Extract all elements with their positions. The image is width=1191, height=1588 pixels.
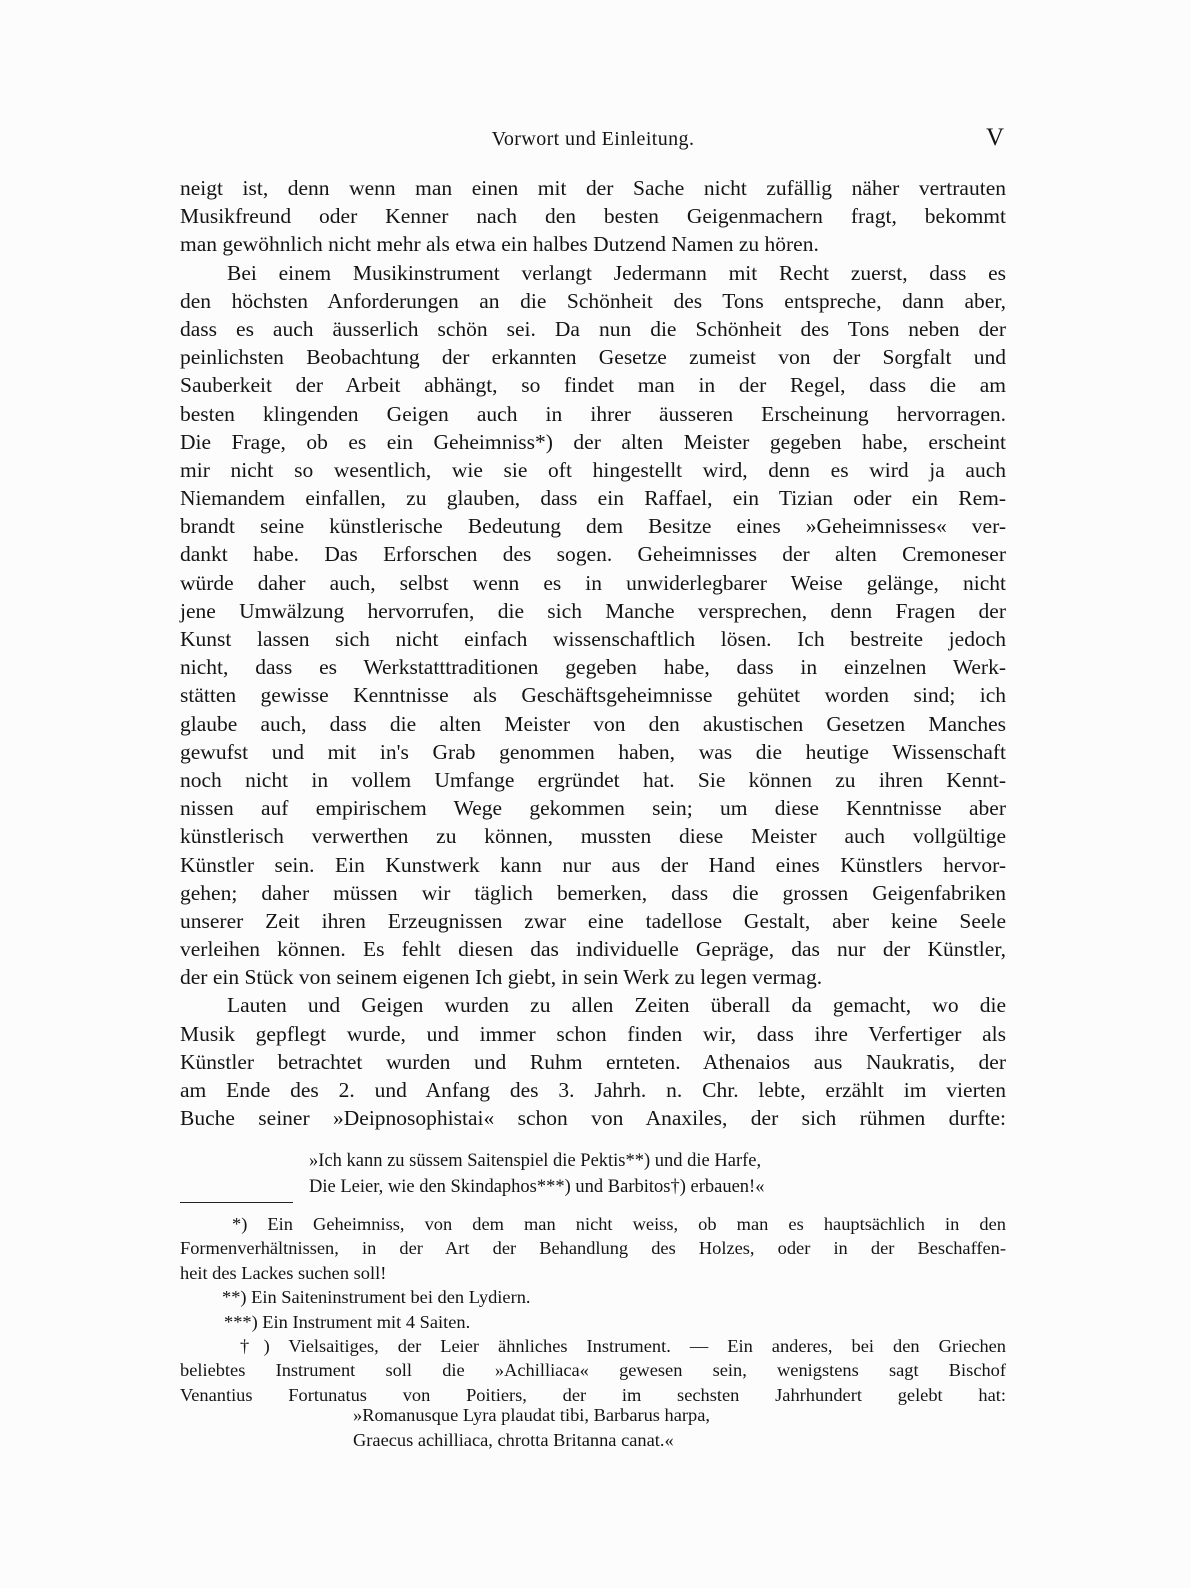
footnote-line: heit des Lackes suchen soll! bbox=[180, 1262, 387, 1283]
text-line: neigt ist, denn wenn man einen mit der Sache nicht zufällig näher vertrauten bbox=[180, 176, 1006, 200]
text-line: stätten gewisse Kenntnisse als Geschäftsgeheimnisse gehütet worden sind; ich bbox=[180, 683, 1006, 708]
verse-line: »Ich kann zu süssem Saitenspiel die Pektis**) und die Harfe, bbox=[309, 1151, 762, 1171]
text-line: man gewöhnlich nicht mehr als etwa ein halbes Dutzend Namen zu hören. bbox=[180, 232, 819, 257]
running-title: Vorwort und Einleitung. bbox=[491, 128, 695, 150]
text-line: glaube auch, dass die alten Meister von den akustischen Gesetzen Manches bbox=[180, 711, 1006, 736]
text-line: gewufst und mit in's Grab genommen haben, was die heutige Wissenschaft bbox=[180, 739, 1006, 764]
text-line: Künstler sein. Ein Kunstwerk kann nur aus der Hand eines Künstlers hervor- bbox=[180, 852, 1006, 877]
text-line: dass es auch äusserlich schön sei. Da nun die Schönheit des Tons neben der bbox=[180, 316, 1006, 341]
text-line: Buche seiner »Deipnosophistai« schon von Anaxiles, der sich rühmen durfte: bbox=[180, 1106, 1006, 1131]
text-line: Künstler betrachtet wurden und Ruhm ernteten. Athenaios aus Naukratis, der bbox=[180, 1049, 1006, 1074]
footnote-verse-line: Graecus achilliaca, chrotta Britanna canat.« bbox=[353, 1429, 674, 1450]
running-header bbox=[180, 124, 1006, 158]
footnote-line: Venantius Fortunatus von Poitiers, der im sechsten Jahrhundert gelebt hat: bbox=[180, 1384, 1006, 1405]
text-line: am Ende des 2. und Anfang des 3. Jahrh. n. Chr. lebte, erzählt im vierten bbox=[180, 1078, 1006, 1102]
text-line: Bei einem Musikinstrument verlangt Jedermann mit Recht zuerst, dass es bbox=[227, 260, 1006, 285]
footnotes bbox=[180, 1212, 1006, 1407]
text-line: jene Umwälzung hervorrufen, die sich Manche versprechen, denn Fragen der bbox=[180, 598, 1006, 623]
text-line: verleihen können. Es fehlt diesen das individuelle Gepräge, das nur der Künstler, bbox=[180, 937, 1006, 962]
footnote-verse-line: »Romanusque Lyra plaudat tibi, Barbarus harpa, bbox=[353, 1405, 710, 1425]
text-line: Musikfreund oder Kenner nach den besten Geigenmachern fragt, bekommt bbox=[180, 204, 1006, 229]
text-line: würde daher auch, selbst wenn es in unwiderlegbarer Weise gelänge, nicht bbox=[180, 570, 1006, 595]
footnote-line: Formenverhältnissen, in der Art der Behandlung des Holzes, oder in der Beschaffen- bbox=[180, 1238, 1006, 1259]
footnote-line: *) Ein Geheimniss, von dem man nicht weiss, ob man es hauptsächlich in den bbox=[232, 1214, 1006, 1234]
text-line: Lauten und Geigen wurden zu allen Zeiten überall da gemacht, wo die bbox=[227, 993, 1006, 1018]
text-line: mir nicht so wesentlich, wie sie oft hingestellt wird, denn es wird ja auch bbox=[180, 457, 1006, 482]
footnote-line: beliebtes Instrument soll die »Achilliaca« gewesen sein, wenigstens sagt Bischof bbox=[180, 1360, 1006, 1381]
text-line: den höchsten Anforderungen an die Schönheit des Tons entspreche, dann aber, bbox=[180, 288, 1006, 313]
text-line: der ein Stück von seinem eigenen Ich giebt, in sein Werk zu legen vermag. bbox=[180, 965, 823, 990]
text-line: brandt seine künstlerische Bedeutung dem Besitze eines »Geheimnisses« ver- bbox=[180, 514, 1006, 539]
verse-line: Die Leier, wie den Skindaphos***) und Barbitos†) erbauen!« bbox=[309, 1177, 765, 1197]
footnote-divider bbox=[180, 1202, 293, 1203]
text-line: Die Frage, ob es ein Geheimniss*) der alten Meister gegeben habe, erscheint bbox=[180, 429, 1006, 454]
text-line: Kunst lassen sich nicht einfach wissenschaftlich lösen. Ich bestreite jedoch bbox=[180, 627, 1006, 651]
text-line: unserer Zeit ihren Erzeugnissen zwar eine tadellose Gestalt, aber keine Seele bbox=[180, 908, 1006, 933]
footnote-line: †) Vielsaitiges, der Leier ähnliches Instrument. — Ein anderes, bei den Griechen bbox=[240, 1335, 1006, 1356]
text-line: gehen; daher müssen wir täglich bemerken, dass die grossen Geigenfabriken bbox=[180, 880, 1006, 905]
footnote-verse-quote bbox=[353, 1403, 913, 1452]
text-line: noch nicht in vollem Umfange ergründet hat. Sie können zu ihren Kennt- bbox=[180, 767, 1006, 792]
text-line: Niemandem einfallen, zu glauben, dass ein Raffael, ein Tizian oder ein Rem- bbox=[180, 486, 1006, 511]
main-text bbox=[180, 174, 1006, 1132]
text-line: Sauberkeit der Arbeit abhängt, so findet man in der Regel, dass die am bbox=[180, 373, 1006, 398]
text-line: Musik gepflegt wurde, und immer schon finden wir, dass ihre Verfertiger als bbox=[180, 1021, 1006, 1046]
text-line: künstlerisch verwerthen zu können, mussten diese Meister auch vollgültige bbox=[180, 824, 1006, 849]
text-line: peinlichsten Beobachtung der erkannten Gesetze zumeist von der Sorgfalt und bbox=[180, 345, 1006, 370]
verse-quote bbox=[309, 1148, 929, 1200]
text-line: nissen auf empirischem Wege gekommen sein; um diese Kenntnisse aber bbox=[180, 796, 1006, 821]
footnote-line: **) Ein Saiteninstrument bei den Lydiern. bbox=[222, 1287, 531, 1308]
page-number: V bbox=[985, 124, 1004, 151]
footnote-line: ***) Ein Instrument mit 4 Saiten. bbox=[224, 1311, 471, 1332]
text-line: nicht, dass es Werkstatttraditionen gegeben habe, dass in einzelnen Werk- bbox=[180, 655, 1006, 680]
text-line: besten klingenden Geigen auch in ihrer äusseren Erscheinung hervorragen. bbox=[180, 401, 1006, 426]
text-line: dankt habe. Das Erforschen des sogen. Geheimnisses der alten Cremoneser bbox=[180, 542, 1006, 567]
